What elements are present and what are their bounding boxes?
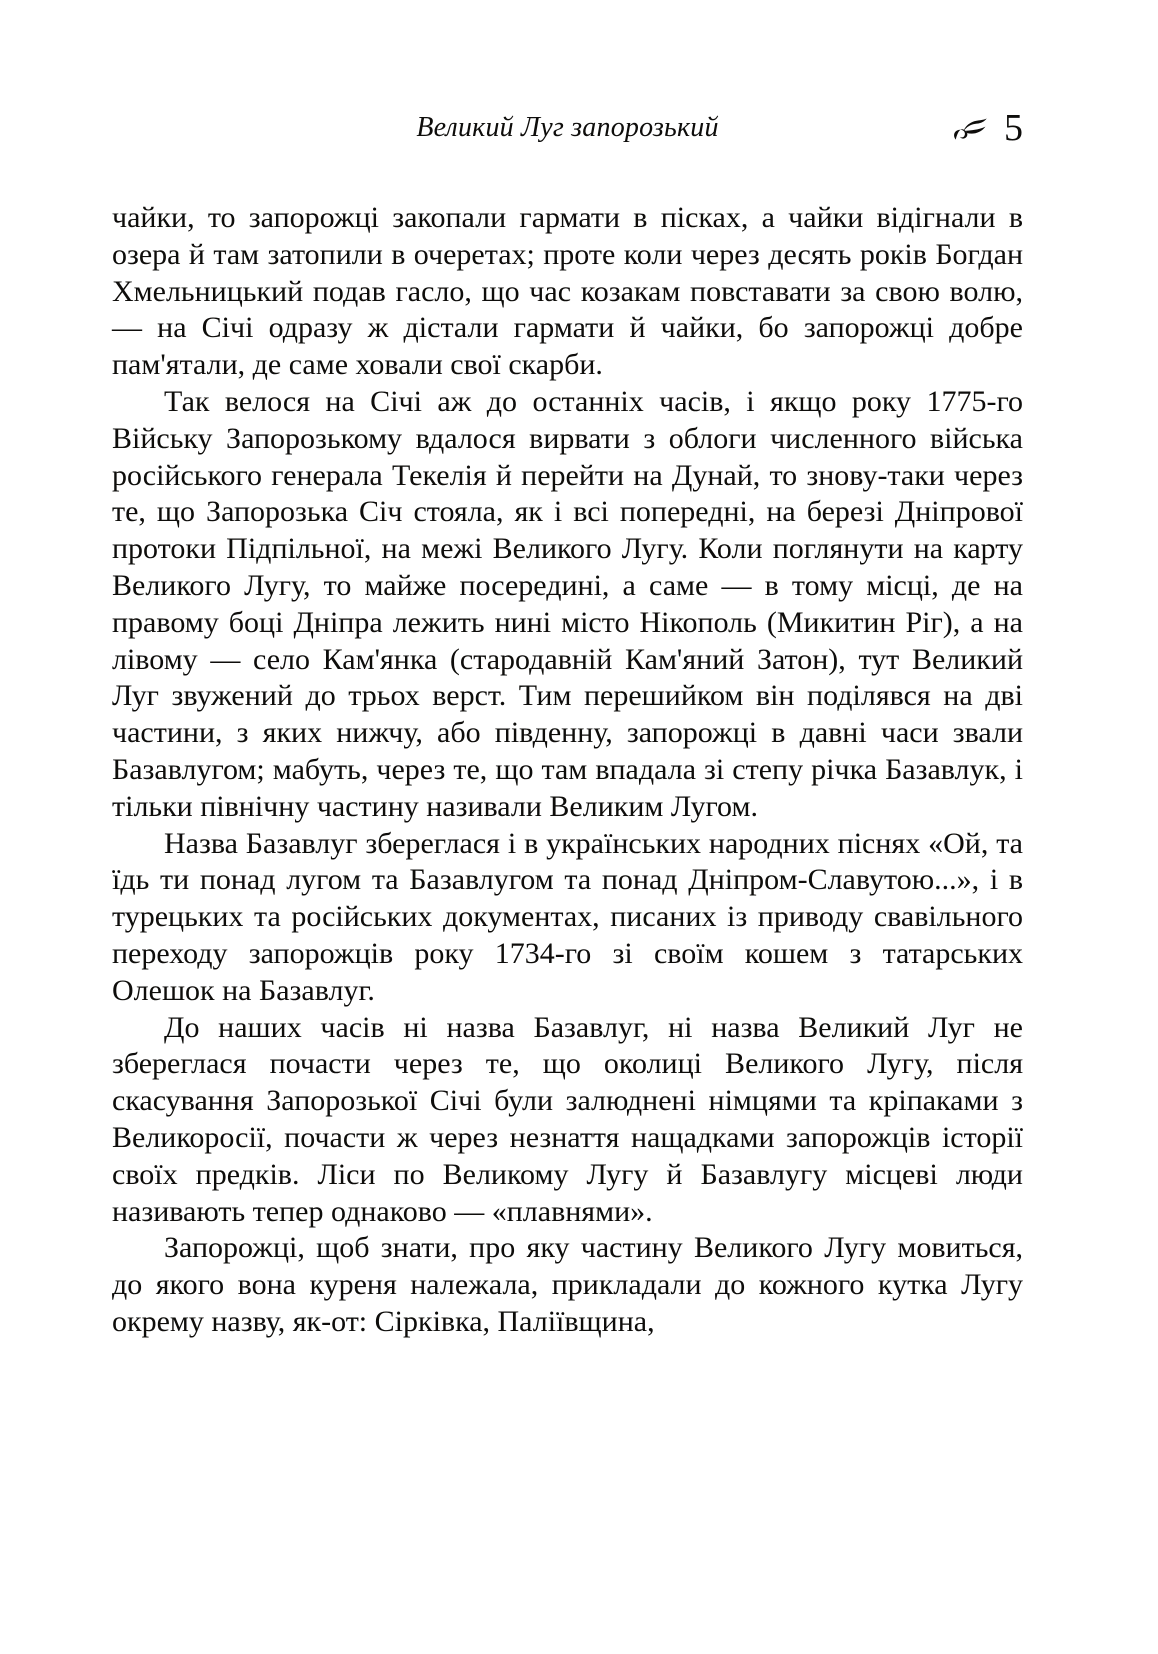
paragraph: Запорожці, щоб знати, про яку частину Великого Лугу мовиться, до якого вона куреня належала, прикладали до кожного кутка Лугу окрему назву, як-от: Сірківка, Паліївщина,: [112, 1231, 1023, 1338]
paragraph: Назва Базавлуг збереглася і в українських народних піснях «Ой, та їдь ти понад лугом та Базавлугом та понад Дніпром-Славутою...», і в турецьких та російських документах, писаних із приводу свавільного переходу запорожців року 1734-го зі своїм кошем з татарських Олешок на Базавлуг.: [112, 826, 1023, 1007]
paragraph: Так велося на Січі аж до останніх часів, і якщо року 1775-го Війську Запорозькому вдалося вирвати з облоги численного війська російського генерала Текелія й перейти на Дунай, то знову-таки через те, що Запорозька Січ стояла, як і всі попередні, на березі Дніпрової протоки Підпільної, на межі Великого Лугу. Коли поглянути на карту Великого Лугу, то майже посередині, а саме — в тому місці, де на правому боці Дніпра лежить нині місто Нікополь (Микитин Ріг), а на лівому — село Кам'янка (стародавній Кам'яний Затон), тут Великий Луг звужений до трьох верст. Тим перешийком він поділявся на дві частини, з яких нижчу, або південну, запорожці в давні часи звали Базавлугом; мабуть, через те, що там впадала зі степу річка Базавлук, і тільки північну частину називали Великим Лугом.: [112, 384, 1023, 823]
page-header: [112, 106, 1023, 150]
page-number: 5: [1004, 107, 1023, 149]
paragraph: До наших часів ні назва Базавлуг, ні назва Великий Луг не збереглася почасти через те, що околиці Великого Лугу, після скасування Запорозької Січі були залюднені німцями та кріпаками з Великоросії, почасти ж через незнаття нащадками запорожців історії своїх предків. Ліси по Великому Лугу й Базавлугу місцеві люди називають тепер однаково — «плавнями».: [112, 1010, 1023, 1228]
page-body: [112, 200, 1023, 1341]
page-number-group: [953, 106, 1023, 150]
running-title: Великий Луг запорозький: [416, 112, 719, 143]
paragraph: чайки, то запорожці закопали гармати в пісках, а чайки відігнали в озера й там затопили в очеретах; проте коли через десять років Богдан Хмельницький подав гасло, що час козакам повставати за свою волю, — на Січі одразу ж дістали гармати й чайки, бо запорожці добре пам'ятали, де саме ховали свої скарби.: [112, 201, 1023, 382]
fleuron-icon: [953, 118, 989, 145]
